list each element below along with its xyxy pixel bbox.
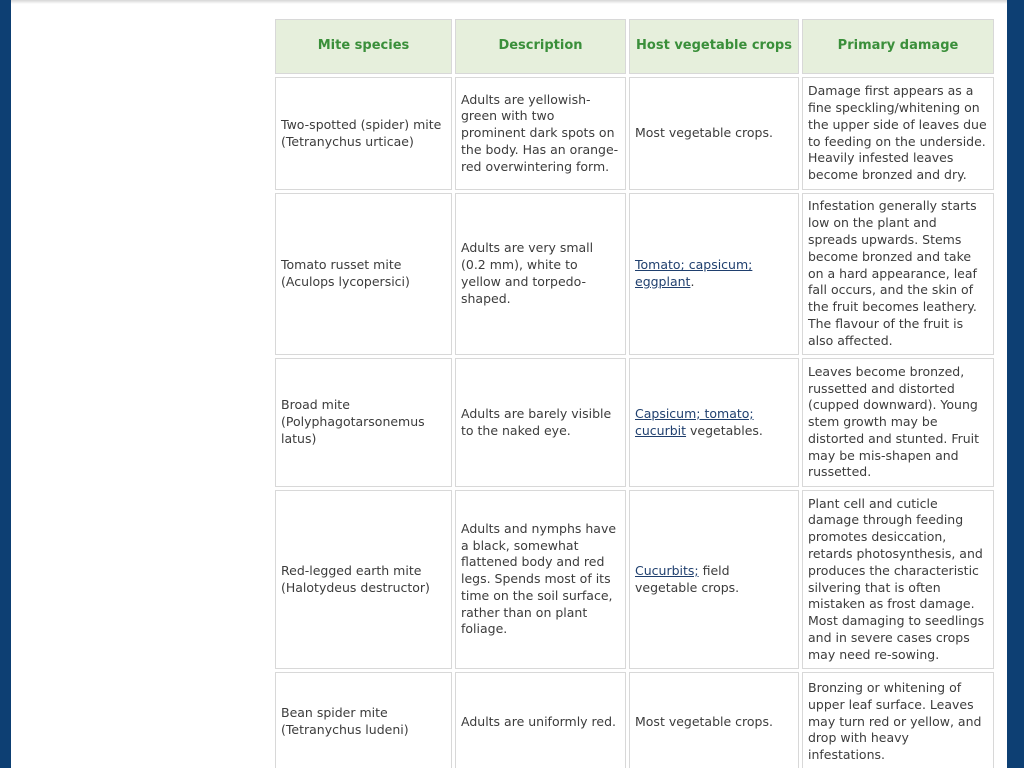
damage-cell: Infestation generally starts low on the plant and spreads upwards. Stems become bronzed and take on a hard appearance, leaf fall occurs, and the skin of the fruit becomes leathery. The flavour of the fruit is also affected.: [802, 193, 994, 355]
top-shadow: [11, 0, 1007, 4]
page-content: [11, 0, 1007, 768]
host-crops-cell: [629, 672, 799, 768]
header-description: Description: [455, 19, 626, 74]
species-cell: Two-spotted (spider) mite (Tetranychus urticae): [275, 77, 452, 190]
species-cell: Broad mite (Polyphagotarsonemus latus): [275, 358, 452, 487]
table-row: [275, 672, 994, 768]
table-row: [275, 358, 994, 487]
description-cell: Adults are uniformly red.: [455, 672, 626, 768]
damage-cell: Leaves become bronzed, russetted and distorted (cupped downward). Young stem growth may be distorted and stunted. Fruit may be mis-shapen and russetted.: [802, 358, 994, 487]
table-row: [275, 193, 994, 355]
header-mite-species: Mite species: [275, 19, 452, 74]
header-host-vegetable-crops: Host vegetable crops: [629, 19, 799, 74]
host-crops-cell: [629, 193, 799, 355]
description-cell: Adults are yellowish-green with two prominent dark spots on the body. Has an orange-red overwintering form.: [455, 77, 626, 190]
damage-cell: Plant cell and cuticle damage through feeding promotes desiccation, retards photosynthesis, and produces the characteristic silvering that is often mistaken as frost damage. Most damaging to seedlings and in severe cases crops may need re-sowing.: [802, 490, 994, 669]
species-cell: Red-legged earth mite (Halotydeus destructor): [275, 490, 452, 669]
header-primary-damage: Primary damage: [802, 19, 994, 74]
host-crops-link[interactable]: Tomato; capsicum; eggplant: [635, 257, 753, 289]
damage-cell: Damage first appears as a fine speckling/whitening on the upper side of leaves due to feeding on the underside. Heavily infested leaves become bronzed and dry.: [802, 77, 994, 190]
table-row: [275, 490, 994, 669]
damage-cell: Bronzing or whitening of upper leaf surface. Leaves may turn red or yellow, and drop with heavy infestations.: [802, 672, 994, 768]
description-cell: Adults are very small (0.2 mm), white to yellow and torpedo-shaped.: [455, 193, 626, 355]
host-crops-text: field vegetable crops.: [635, 562, 740, 595]
host-crops-text: vegetables.: [686, 422, 763, 438]
host-crops-text: .: [690, 274, 695, 289]
host-crops-link[interactable]: Capsicum; tomato; cucurbit: [635, 405, 754, 438]
table-row: [275, 77, 994, 190]
host-crops-cell: [629, 358, 799, 487]
species-cell: Bean spider mite (Tetranychus ludeni): [275, 672, 452, 768]
description-cell: Adults and nymphs have a black, somewhat flattened body and red legs. Spends most of its time on the soil surface, rather than on plant foliage.: [455, 490, 626, 669]
host-crops-link[interactable]: Cucurbits;: [635, 562, 699, 578]
species-cell: Tomato russet mite (Aculops lycopersici): [275, 193, 452, 355]
host-crops-text: Most vegetable crops.: [635, 125, 773, 141]
table-header-row: [275, 19, 994, 74]
host-crops-text: Most vegetable crops.: [635, 713, 773, 729]
mite-species-table: [272, 16, 997, 768]
description-cell: Adults are barely visible to the naked eye.: [455, 358, 626, 487]
host-crops-cell: [629, 490, 799, 669]
host-crops-cell: [629, 77, 799, 190]
